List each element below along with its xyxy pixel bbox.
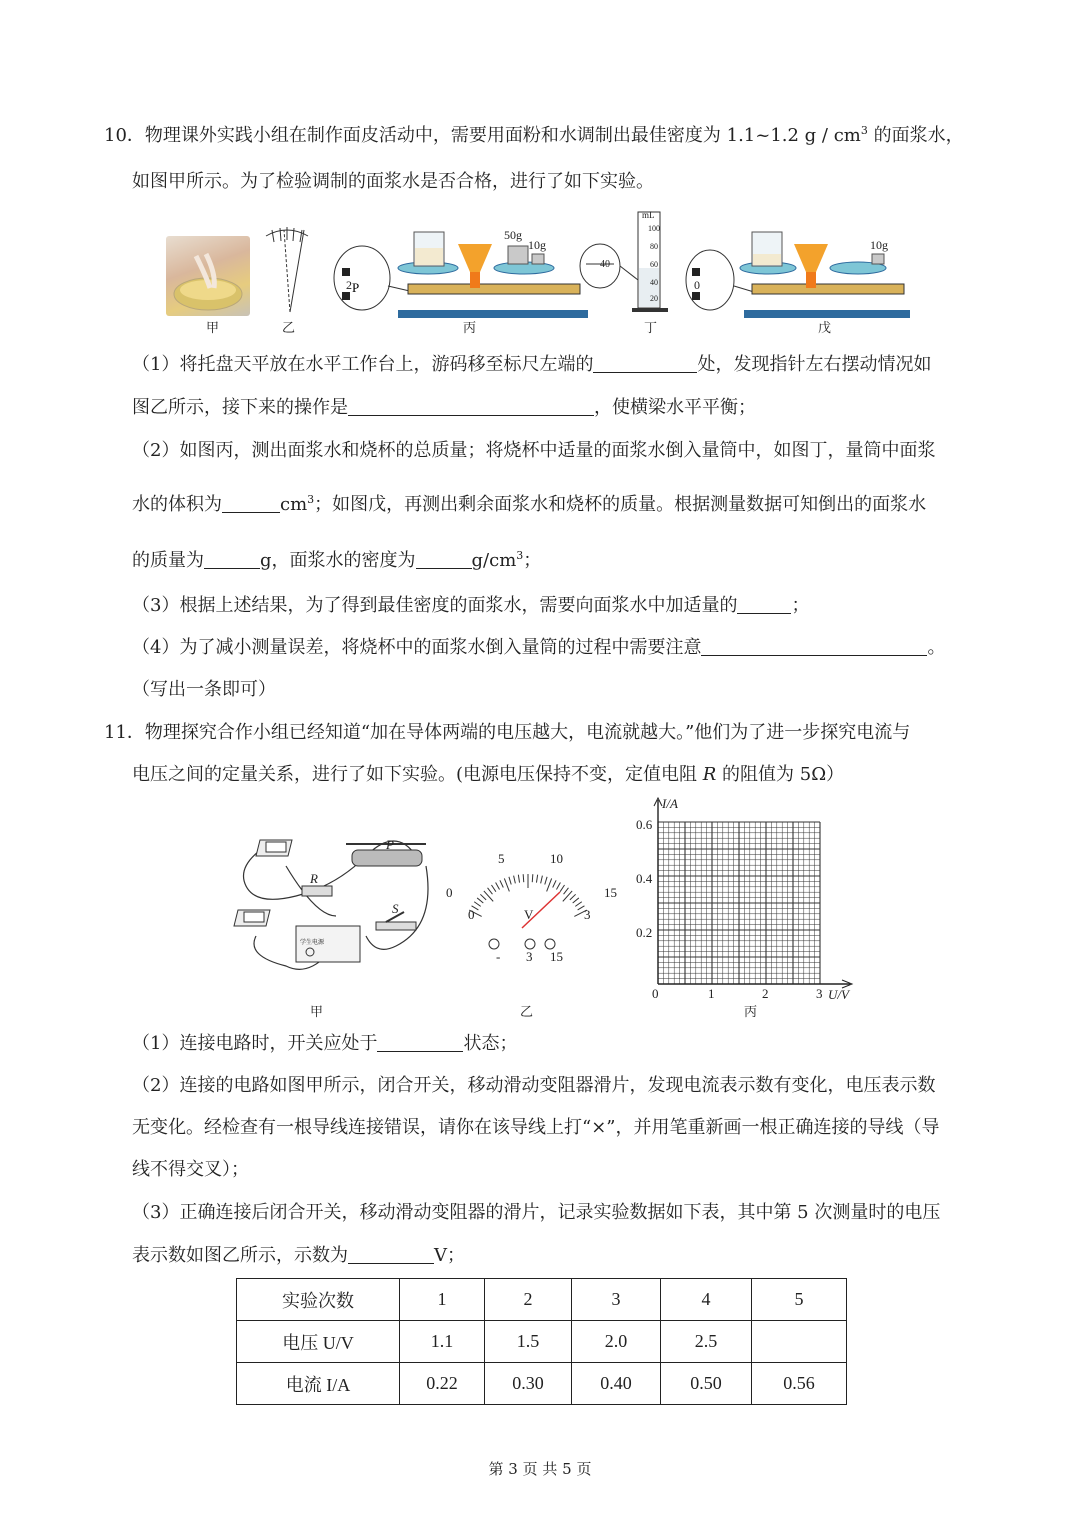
dial-tick — [474, 902, 481, 907]
answer-blank-add-what[interactable] — [737, 595, 791, 614]
q11-part2-line1: （2）连接的电路如图甲所示，闭合开关，移动滑动变阻器滑片，发现电流表示数有变化，电压表示数 — [132, 1075, 936, 1096]
dial-tick — [575, 902, 582, 907]
figure-bing-balance — [328, 224, 610, 320]
table-cell: 电流 I/A — [237, 1363, 400, 1405]
graph-ytick-0.4: 0.4 — [636, 871, 653, 886]
dial-top-0: 0 — [446, 885, 453, 900]
pointer-needle — [290, 230, 304, 312]
q10-part1-line2: 图乙所示，接下来的操作是 ，使横梁水平平衡； — [132, 397, 756, 418]
terminal-label-neg: - — [496, 949, 501, 964]
caption-q11-jia: 甲 — [310, 1005, 324, 1020]
table-cell: 0.50 — [661, 1363, 752, 1405]
table-cell: 2.0 — [572, 1321, 661, 1363]
graph-xtick-1: 1 — [708, 986, 715, 1001]
answer-blank-density[interactable] — [416, 550, 472, 569]
answer-blank-volume[interactable] — [222, 494, 280, 513]
answer-blank-voltage[interactable] — [348, 1245, 434, 1264]
dial-tick — [500, 880, 503, 887]
label-10g: 10g — [528, 238, 546, 252]
q10-part2-line3: 的质量为 g，面浆水的密度为 $g/cm^3$； — [132, 549, 542, 571]
figure-jia-batter-photo — [166, 236, 250, 316]
dial-tick — [504, 878, 509, 891]
graph-grid — [658, 822, 820, 984]
switch-S — [376, 922, 416, 930]
cyl-zoom-value: 40 — [600, 259, 610, 270]
dial-tick — [488, 888, 493, 894]
balance-beam-wu — [752, 284, 904, 294]
table-cell: 电压 U/V — [237, 1321, 400, 1363]
q10-intro-line2: 如图甲所示。为了检验调制的面浆水是否合格，进行了如下实验。 — [132, 171, 654, 192]
q11-part1: （1）连接电路时，开关应处于 状态； — [132, 1033, 518, 1054]
q10-intro-line1: 10．物理课外实践小组在制作面皮活动中，需要用面粉和水调制出最佳密度为 1.1~1.2 g / $cm^3$ 的面浆水， — [104, 124, 964, 146]
cyl-tick-80: 80 — [650, 242, 658, 251]
pointer-dashed — [284, 230, 290, 312]
dial-inner-3: 3 — [584, 907, 591, 922]
table-cell: 1.1 — [400, 1321, 485, 1363]
dial-tick — [545, 877, 547, 885]
dial-top-5: 5 — [498, 851, 505, 866]
caption-q11-bing: 丙 — [744, 1005, 758, 1020]
cylinder-unit: mL — [642, 210, 655, 220]
answer-blank-operation[interactable] — [348, 397, 594, 416]
caption-wu: 戊 — [818, 321, 832, 336]
table-cell: 4 — [661, 1279, 752, 1321]
table-cell: 实验次数 — [237, 1279, 400, 1321]
answer-blank-switch-state[interactable] — [377, 1033, 463, 1052]
q11-intro-line1: 11．物理探究合作小组已经知道“加在导体两端的电压越大，电流就越大。”他们为了进一步探究电流与 — [104, 722, 911, 743]
graph-y-label: I/A — [662, 796, 678, 811]
table-cell: 0.56 — [752, 1363, 847, 1405]
graph-ytick-0.2: 0.2 — [636, 925, 653, 940]
label-S: S — [392, 901, 399, 916]
label-R: R — [310, 871, 318, 886]
dial-tick — [518, 875, 519, 883]
graph-x-label: U/V — [828, 987, 849, 1002]
dial-tick — [564, 888, 569, 894]
table-cell: 1 — [400, 1279, 485, 1321]
page-footer: 第 3 页 共 5 页 — [488, 1460, 592, 1478]
graph-xtick-0: 0 — [652, 986, 659, 1001]
balance-beam — [408, 284, 580, 294]
caption-q11-yi: 乙 — [520, 1005, 534, 1020]
rider-label-wu: 0 — [694, 278, 700, 292]
balance-base — [398, 310, 588, 318]
dial-tick — [573, 898, 579, 903]
table-cell-blank[interactable] — [752, 1321, 847, 1363]
dial-tick — [560, 885, 564, 892]
cyl-tick-100: 100 — [648, 224, 660, 233]
table-cell: 5 — [752, 1279, 847, 1321]
dial-tick — [514, 876, 516, 884]
cyl-tick-20: 20 — [650, 294, 658, 303]
dial-tick — [553, 880, 556, 887]
cyl-tick-40: 40 — [650, 278, 658, 287]
q11-part3-line2: 表示数如图乙所示，示数为 V； — [132, 1245, 465, 1266]
dial-tick — [484, 891, 493, 901]
q11-part3-line1: （3）正确连接后闭合开关，移动滑动变阻器的滑片，记录实验数据如下表，其中第 5 次测量时的电压 — [132, 1202, 941, 1223]
caption-ding: 丁 — [644, 321, 658, 336]
dial-tick — [496, 882, 500, 889]
cyl-tick-60: 60 — [650, 260, 658, 269]
q10-part4: （4）为了减小测量误差，将烧杯中的面浆水倒入量筒的过程中需要注意 。 — [132, 637, 946, 658]
q10-part1-line1: （1）将托盘天平放在水平工作台上，游码移至标尺左端的 处，发现指针左右摆动情况如 — [132, 354, 932, 375]
table-row-voltage — [237, 1321, 847, 1363]
label-50g: 50g — [504, 228, 522, 242]
table-cell: 0.22 — [400, 1363, 485, 1405]
label-power-supply: 学生电源 — [300, 939, 325, 946]
rider-label-bing: 2 — [346, 278, 352, 292]
table-cell: 0.40 — [572, 1363, 661, 1405]
dial-inner-0: 0 — [468, 907, 475, 922]
dial-tick — [509, 877, 511, 885]
label-P: P — [386, 837, 394, 852]
figure-bing-graph — [650, 796, 862, 996]
q10-part2-line2: 水的体积为 $cm^3$；如图戊，再测出剩余面浆水和烧杯的质量。根据测量数据可知倒出的面浆水 — [132, 493, 927, 515]
table-row-current — [237, 1363, 847, 1405]
q10-part4-note: （写出一条即可） — [132, 679, 276, 700]
caption-yi: 乙 — [282, 321, 296, 336]
terminal-3 — [525, 939, 535, 949]
dial-tick — [491, 885, 495, 892]
answer-blank-mass[interactable] — [204, 550, 260, 569]
table-row-header — [237, 1279, 847, 1321]
dial-tick — [547, 878, 552, 891]
dial-top-10: 10 — [550, 851, 563, 866]
weight-10g-wu — [872, 254, 884, 264]
dial-tick — [477, 898, 483, 903]
table-cell: 0.30 — [485, 1363, 572, 1405]
answer-blank-attention[interactable] — [701, 637, 927, 656]
resistor-R — [302, 886, 332, 896]
label-10g-wu: 10g — [870, 238, 888, 252]
weight-10g — [532, 254, 544, 264]
dial-tick — [480, 894, 486, 900]
graph-xtick-2: 2 — [762, 986, 769, 1001]
table-cell: 2 — [485, 1279, 572, 1321]
svg-text:P: P — [352, 280, 360, 295]
table-cell: 2.5 — [661, 1321, 752, 1363]
table-cell: 3 — [572, 1279, 661, 1321]
balance-base-wu — [744, 310, 910, 318]
dial-tick — [541, 876, 543, 884]
caption-jia: 甲 — [206, 321, 220, 336]
figure-yi-pointer — [262, 216, 312, 316]
rheostat — [352, 850, 422, 866]
q10-part2-line1: （2）如图丙，测出面浆水和烧杯的总质量；将烧杯中适量的面浆水倒入量筒中，如图丁，量筒中面浆 — [132, 440, 936, 461]
dial-tick — [523, 874, 524, 882]
rider-zoom-circle — [334, 246, 390, 310]
dial-top-15: 15 — [604, 885, 617, 900]
graph-ytick-0.6: 0.6 — [636, 817, 653, 832]
graph-xtick-3: 3 — [816, 986, 823, 1001]
terminal-neg — [489, 939, 499, 949]
caption-bing: 丙 — [463, 321, 477, 336]
q11-part2-line3: 线不得交叉）； — [132, 1159, 249, 1180]
figure-jia-circuit — [226, 826, 442, 976]
experiment-data-table — [236, 1278, 847, 1405]
answer-blank-zero-mark[interactable] — [593, 354, 697, 373]
table-cell: 1.5 — [485, 1321, 572, 1363]
batter-bowl-image — [166, 236, 250, 316]
terminal-label-15: 15 — [550, 949, 563, 964]
dial-tick — [563, 891, 572, 901]
dial-unit: V — [524, 907, 534, 922]
terminal-label-3: 3 — [526, 949, 533, 964]
weight-50g — [508, 246, 528, 264]
q11-intro-line2: 电压之间的定量关系，进行了如下实验。(电源电压保持不变，定值电阻 R 的阻值为 5Ω） — [132, 764, 845, 785]
pointer-plate-wu — [794, 244, 828, 272]
q10-part3: （3）根据上述结果，为了得到最佳密度的面浆水，需要向面浆水中加适量的 ； — [132, 595, 810, 616]
dial-tick — [570, 894, 576, 900]
terminal-15 — [545, 939, 555, 949]
dial-tick — [556, 882, 560, 889]
dial-tick — [536, 875, 537, 883]
dial-tick — [532, 874, 533, 882]
q11-part2-line2: 无变化。经检查有一根导线连接错误，请你在该导线上打“×”，并用笔重新画一根正确连接的导线（导 — [132, 1117, 940, 1138]
